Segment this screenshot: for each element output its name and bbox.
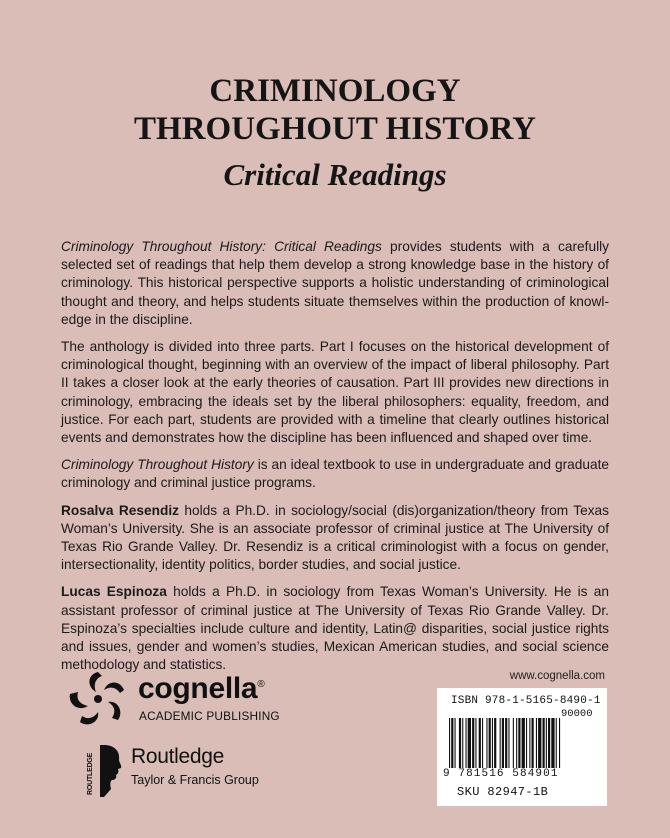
author-name: Rosalva Resendiz — [61, 502, 179, 518]
title-line-1: CRIMINOLOGY — [209, 73, 461, 109]
barcode-bar — [462, 718, 463, 768]
routledge-vertical-text: ROUTLEDGE — [87, 752, 94, 795]
barcode-bar — [516, 718, 517, 768]
title-line-2: THROUGHOUT HISTORY — [134, 111, 536, 147]
barcode-bar — [449, 718, 450, 768]
barcode-bar — [451, 718, 453, 768]
barcode-bar — [543, 718, 545, 768]
barcode-bar — [529, 718, 530, 768]
author-bio — [61, 502, 609, 575]
cognella-logo — [66, 668, 286, 728]
barcode-bar — [475, 718, 476, 768]
description-paragraph: The anthology is divided into three parts. Part I focuses on the historical development of criminological thought, beginning with an overview of the impact of liberal philosophy. Part II takes a closer look at the early theories of causation. Part III provides new directions in criminology, embracing the ideals set by the liberal philosophers: equality, freedom, and justice. For each part, students are provided with a timeline that clearly outlines historical events and demonstrates how the discipline has been influenced and shaped over time. — [61, 339, 609, 446]
barcode-bar — [559, 718, 560, 768]
barcode-number: 9 781516 584901 — [443, 768, 559, 780]
barcode-bar — [459, 718, 461, 768]
isbn-barcode-box — [437, 688, 607, 806]
barcode-bar — [513, 718, 514, 768]
price-code: 90000 — [561, 708, 593, 720]
barcode-bar — [546, 718, 547, 768]
barcode-bar — [538, 718, 541, 768]
barcode-bar — [526, 718, 527, 768]
barcode-bar — [548, 718, 550, 768]
author-bio-text: holds a Ph.D. in sociology from Texas Woman’s University. He is an assistant professor of criminal justice at The University of Texas Rio Grande Valley. Dr. Espinoza’s specialties include culture and identity, Latin@ disparities, social justice rights and issues, gender and women’s studies, Mexican American studies, and social science methodology and statistics. — [61, 584, 609, 673]
author-bio-text: holds a Ph.D. in sociology/social (dis)organization/theory from Texas Woman’s University. She is an associate professor of criminal justice at The University of Texas Rio Grande Valley. Dr. Resendiz is a critical criminologist with a focus on gender, intersectionality, identity politics, border studies, and social justice. — [61, 502, 609, 573]
description-paragraph — [61, 456, 609, 492]
barcode-bars — [449, 718, 599, 768]
barcode-bar — [466, 718, 467, 768]
barcode-bar — [551, 718, 554, 768]
barcode-bar — [489, 718, 491, 768]
book-title — [0, 72, 670, 148]
barcode-bar — [479, 718, 481, 768]
book-title-italic: Criminology Throughout History: Critical Readings — [61, 239, 382, 254]
isbn-label: ISBN 978-1-5165-8490-1 — [451, 695, 601, 707]
barcode-bar — [518, 718, 520, 768]
routledge-logo — [87, 745, 287, 803]
publisher-website: www.cognella.com — [509, 670, 605, 682]
barcode-bar — [500, 718, 501, 768]
barcode-bar — [492, 718, 493, 768]
barcode-bar — [468, 718, 471, 768]
author-bio — [61, 583, 609, 674]
barcode-bar — [455, 718, 456, 768]
routledge-wordmark: Routledge — [131, 745, 225, 768]
barcode-bar — [482, 718, 483, 768]
barcode-bar — [536, 718, 537, 768]
routledge-tagline: Taylor & Francis Group — [131, 773, 259, 787]
barcode-bar — [532, 718, 534, 768]
barcode-bar — [508, 718, 509, 768]
barcode-bar — [556, 718, 557, 768]
paragraph-text: is an ideal textbook to use in undergraduate and graduate criminology and criminal justice programs. — [61, 457, 609, 491]
book-subtitle: Critical Readings — [223, 157, 447, 192]
back-cover-description — [61, 238, 609, 683]
barcode-bar — [505, 718, 507, 768]
cognella-tagline: ACADEMIC PUBLISHING — [139, 709, 280, 723]
cognella-wordmark: cognella® — [138, 672, 265, 705]
barcode-bar — [472, 718, 474, 768]
paragraph-text: provides students with a carefully selected set of readings that help them develop a strong knowledge base in the history of criminology. This historical perspective supports a holistic understanding of criminological thought and theory, and helps students situate themselves within the production of knowledge in the discipline. — [61, 239, 609, 327]
barcode-bar — [494, 718, 496, 768]
barcode-bar — [486, 718, 487, 768]
barcode-bar — [502, 718, 504, 768]
cognella-flower-icon — [66, 668, 130, 728]
book-title-italic: Criminology Throughout History — [61, 457, 254, 473]
author-name: Lucas Espinoza — [61, 584, 167, 600]
routledge-profile-icon — [98, 745, 124, 797]
description-paragraph — [61, 238, 609, 329]
barcode-bar — [522, 718, 525, 768]
sku-label: SKU 82947-1B — [457, 785, 549, 799]
